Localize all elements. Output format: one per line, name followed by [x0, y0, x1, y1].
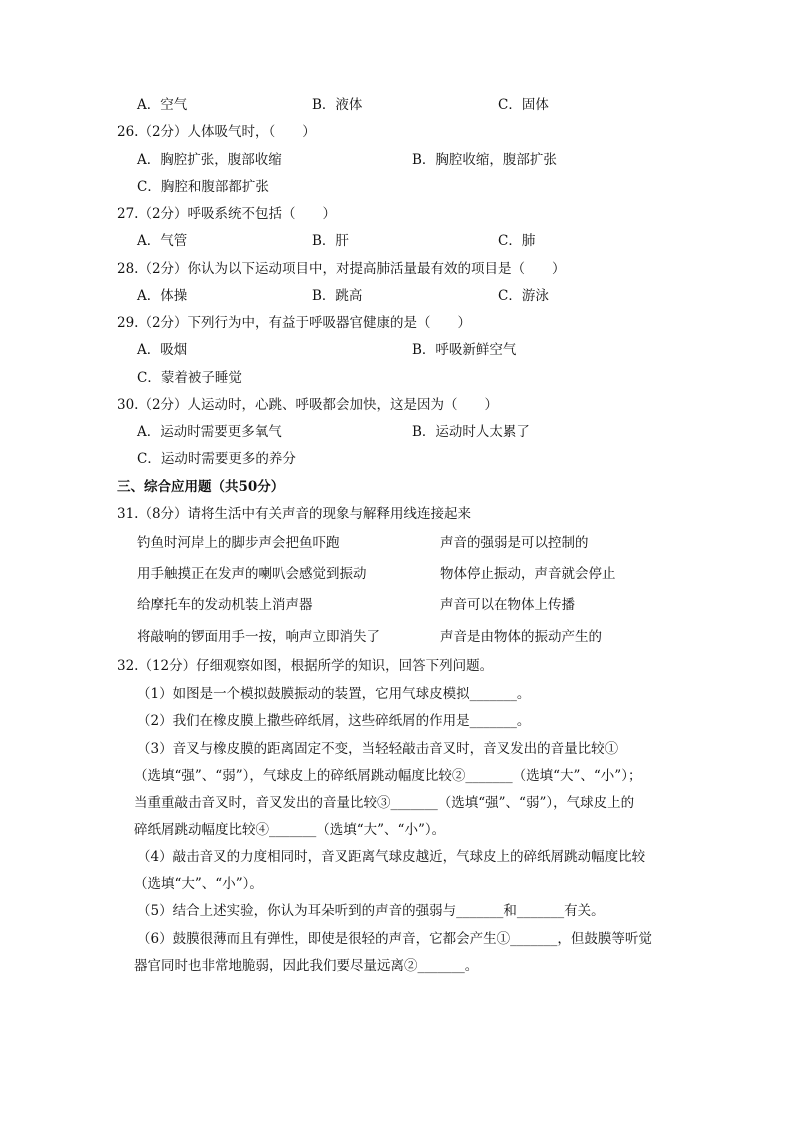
q27-option-a: A．气管	[137, 233, 188, 249]
q31-explanation-1: 声音的强弱是可以控制的	[440, 535, 589, 551]
q26-option-b: B．胸腔收缩，腹部扩张	[412, 152, 557, 168]
q31-explanation-2: 物体停止振动，声音就会停止	[440, 566, 616, 582]
q32-line-10: （6）鼓膜很薄而且有弹性，即使是很轻的声音，它都会产生①_______，但鼓膜等听觉	[137, 931, 652, 947]
q28-stem: 28.（2分）你认为以下运动项目中，对提高肺活量最有效的项目是（ ）	[117, 261, 566, 277]
section-heading: 三、综合应用题（共50分）	[117, 479, 285, 495]
q26-option-c: C．胸腔和腹部都扩张	[137, 179, 269, 195]
q26-stem: 26.（2分）人体吸气时，（ ）	[117, 124, 316, 140]
q32-line-6: 碎纸屑跳动幅度比较④_______（选填“大”、“小”）。	[134, 822, 446, 838]
q31-phenomenon-2: 用手触摸正在发声的喇叭会感觉到振动	[137, 566, 367, 582]
q29-option-c: C．蒙着被子睡觉	[137, 370, 242, 386]
q32-line-2: （2）我们在橡皮膜上撒些碎纸屑，这些碎纸屑的作用是_______。	[137, 713, 531, 729]
q32-line-5: 当重重敲击音叉时，音叉发出的音量比较③_______（选填“强”、“弱”），气球皮上的	[134, 795, 635, 811]
q32-line-1: （1）如图是一个模拟鼓膜振动的装置，它用气球皮模拟_______。	[137, 686, 531, 702]
q31-explanation-4: 声音是由物体的振动产生的	[440, 629, 602, 645]
q28-option-b: B．跳高	[312, 288, 363, 304]
q30-option-a: A．运动时需要更多氧气	[137, 424, 282, 440]
q31-explanation-3: 声音可以在物体上传播	[440, 597, 575, 613]
q30-stem: 30.（2分）人运动时，心跳、呼吸都会加快，这是因为（ ）	[117, 397, 499, 413]
q28-option-a: A．体操	[137, 288, 188, 304]
q30-option-c: C．运动时需要更多的养分	[137, 451, 296, 467]
q32-line-3: （3）音叉与橡皮膜的距离固定不变，当轻轻敲击音叉时，音叉发出的音量比较①	[137, 741, 619, 757]
q25-option-a: A．空气	[137, 97, 188, 113]
q31-phenomenon-4: 将敲响的锣面用手一按，响声立即消失了	[137, 629, 380, 645]
q32-line-9: （5）结合上述实验，你认为耳朵听到的声音的强弱与_______和_______有关。	[137, 903, 605, 919]
q26-option-a: A．胸腔扩张，腹部收缩	[137, 152, 282, 168]
q31-phenomenon-1: 钓鱼时河岸上的脚步声会把鱼吓跑	[137, 535, 340, 551]
q29-option-a: A．吸烟	[137, 342, 188, 358]
q25-option-c: C．固体	[498, 97, 549, 113]
q32-line-7: （4）敲击音叉的力度相同时，音叉距离气球皮越近，气球皮上的碎纸屑跳动幅度比较	[137, 849, 646, 865]
q32-line-11: 器官同时也非常地脆弱，因此我们要尽量远离②_______。	[134, 958, 479, 974]
q27-option-c: C．肺	[498, 233, 536, 249]
q32-line-8: （选填“大”、“小”）。	[134, 876, 263, 892]
q32-stem: 32.（12分）仔细观察如图，根据所学的知识，回答下列问题。	[117, 658, 494, 674]
q30-option-b: B．运动时人太累了	[412, 424, 530, 440]
q28-option-c: C．游泳	[498, 288, 549, 304]
q29-stem: 29.（2分）下列行为中，有益于呼吸器官健康的是（ ）	[117, 315, 472, 331]
q29-option-b: B．呼吸新鲜空气	[412, 342, 517, 358]
q25-option-b: B．液体	[312, 97, 363, 113]
q31-phenomenon-3: 给摩托车的发动机装上消声器	[137, 597, 313, 613]
q27-stem: 27.（2分）呼吸系统不包括（ ）	[117, 206, 337, 222]
q32-line-4: （选填“强”、“弱”），气球皮上的碎纸屑跳动幅度比较②_______（选填“大”、“小”）；	[134, 768, 642, 784]
q27-option-b: B．肝	[312, 233, 349, 249]
q31-stem: 31.（8分）请将生活中有关声音的现象与解释用线连接起来	[117, 506, 472, 522]
